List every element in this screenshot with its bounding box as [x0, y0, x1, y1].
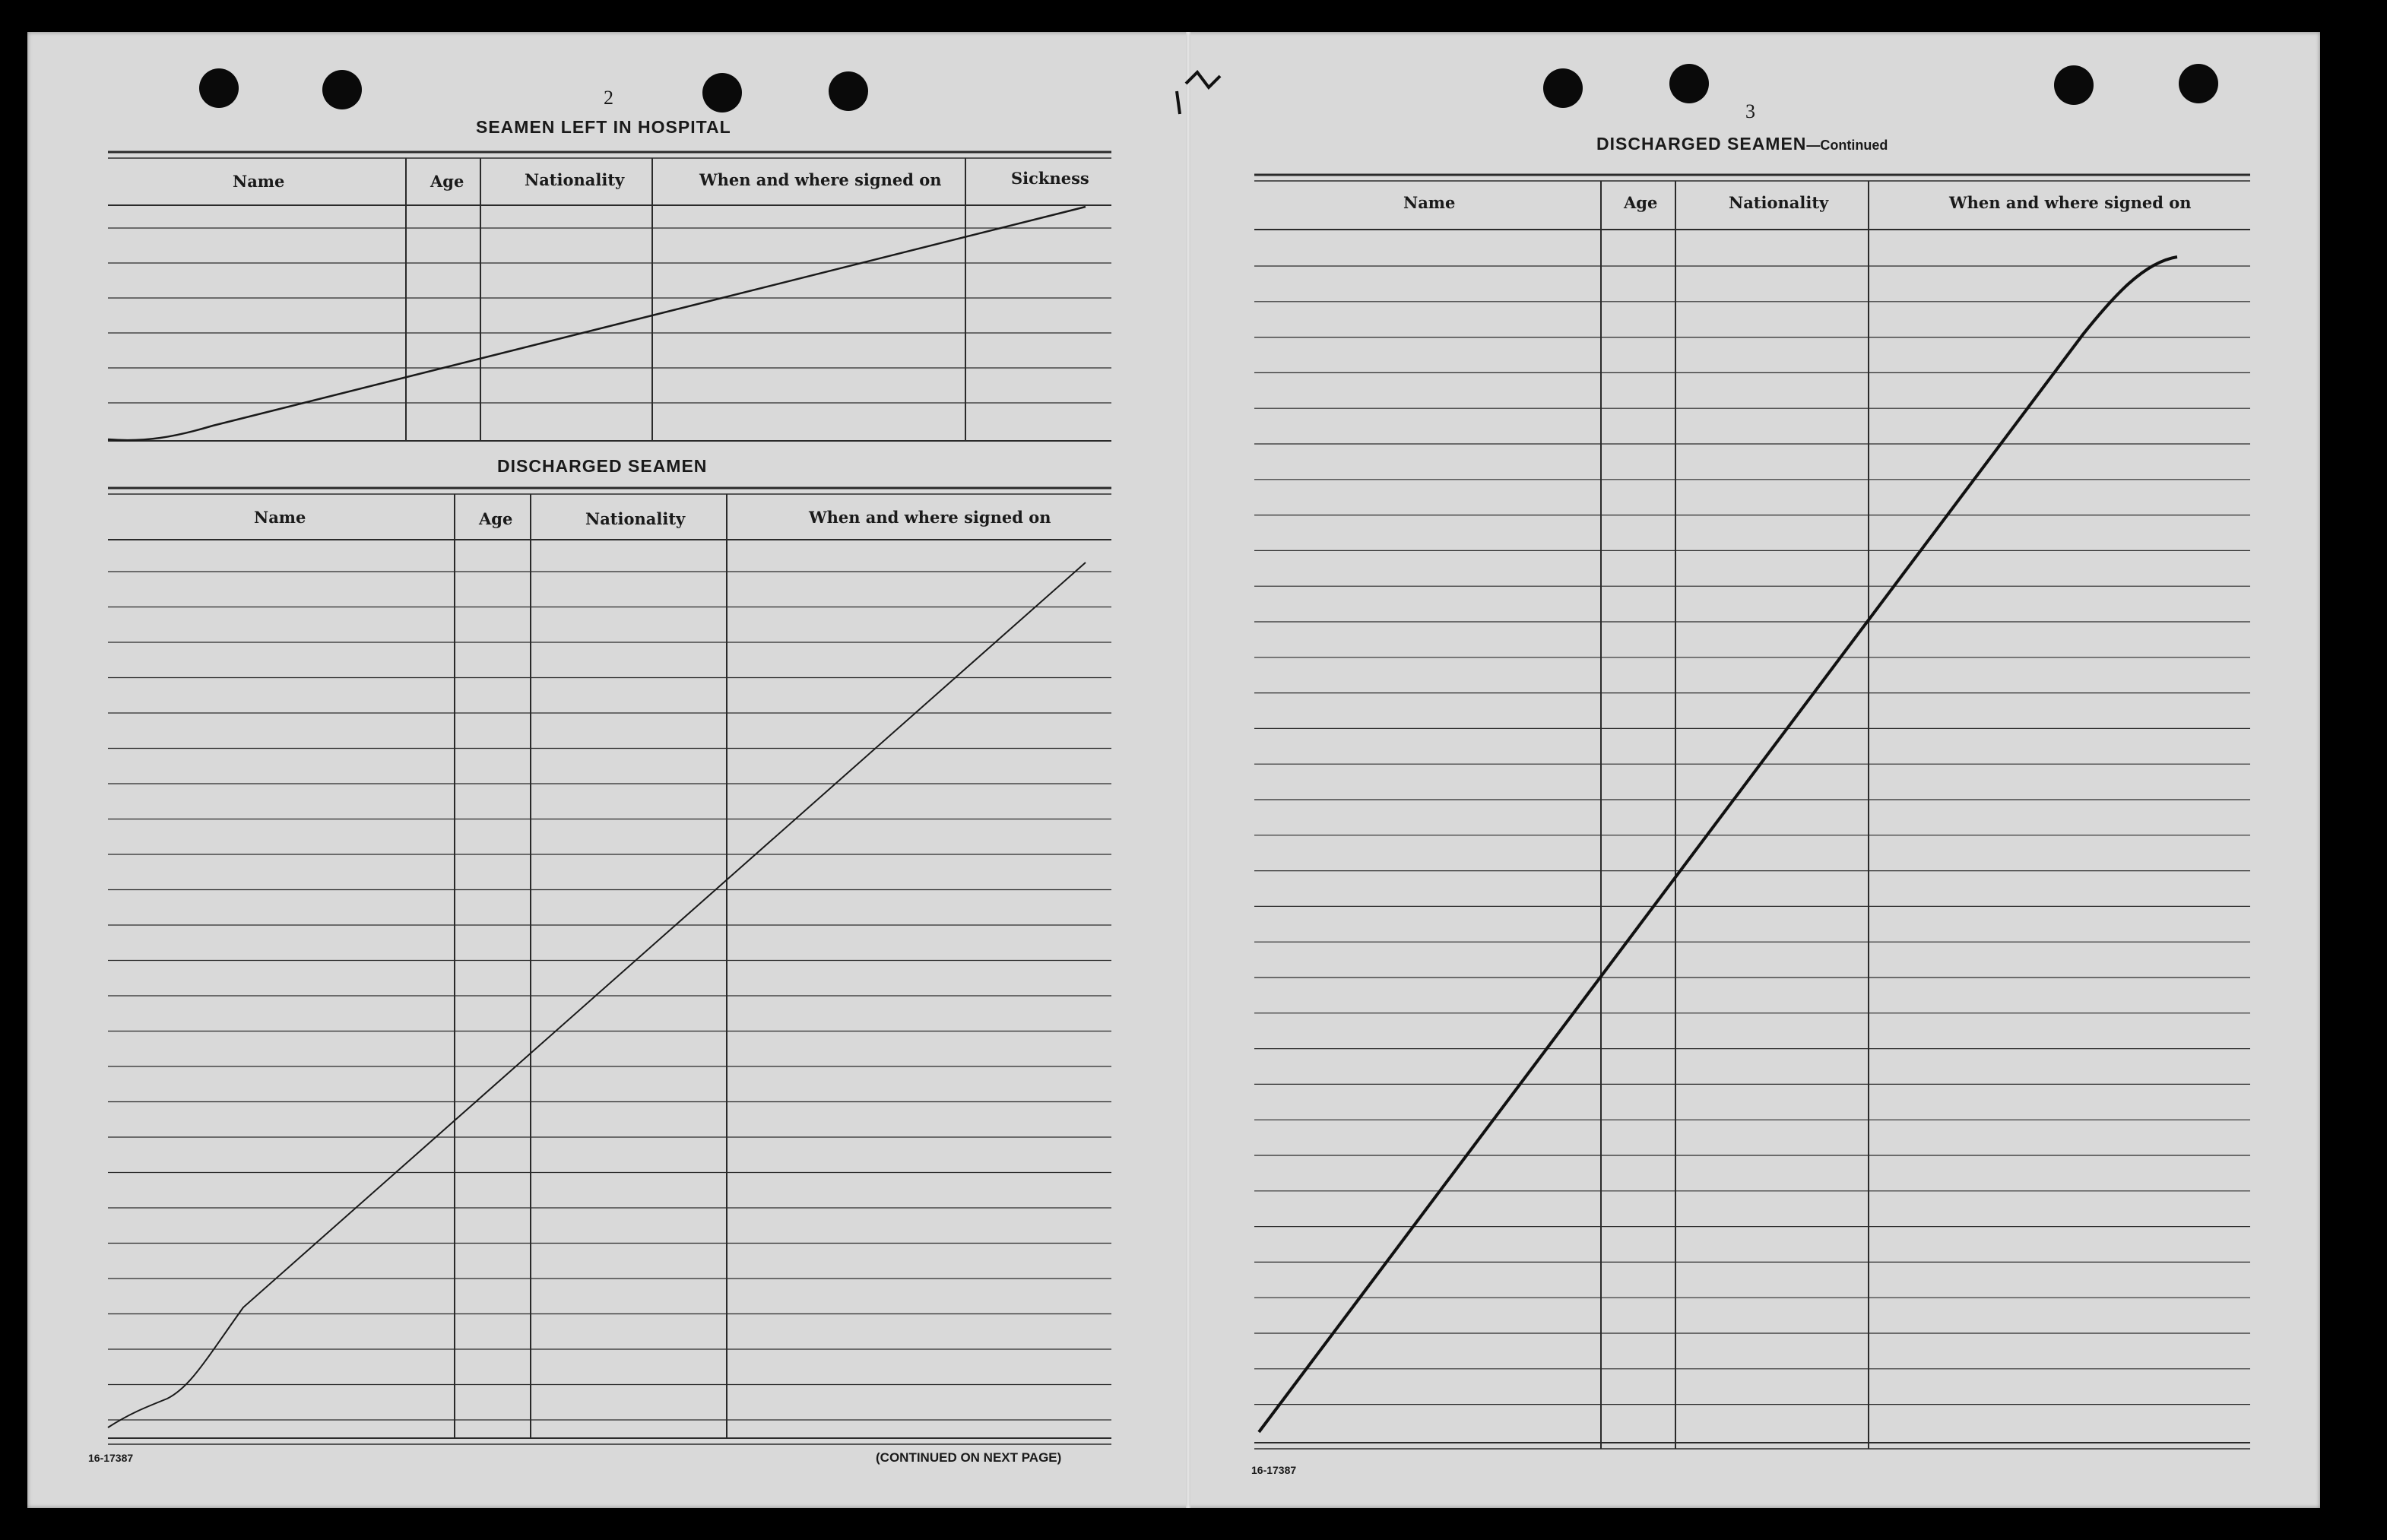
discharged-continued-title-suffix: —Continued — [1806, 138, 1888, 153]
hospital-col-signed-on: When and where signed on — [699, 170, 942, 189]
hospital-col-age: Age — [430, 172, 464, 191]
cancel-stroke-hospital — [108, 207, 1086, 440]
hospital-col-name: Name — [233, 172, 285, 191]
hospital-col-nationality: Nationality — [525, 170, 625, 189]
hospital-col-sickness: Sickness — [1011, 169, 1089, 188]
discharged-continued-title-main: DISCHARGED SEAMEN — [1596, 134, 1807, 154]
discharged-col-name: Name — [254, 508, 306, 527]
continued-col-age: Age — [1624, 193, 1658, 212]
continued-col-nationality: Nationality — [1729, 193, 1829, 212]
form-number-left: 16-17387 — [88, 1452, 134, 1464]
stray-mark — [1177, 72, 1220, 114]
cancel-stroke-discharged-left — [108, 562, 1086, 1428]
discharged-col-nationality: Nationality — [585, 509, 686, 528]
discharged-continued-title — [1596, 134, 1888, 154]
cancel-stroke-discharged-right — [1259, 257, 2177, 1432]
discharged-col-age: Age — [479, 509, 513, 528]
page-number-left: 2 — [604, 87, 613, 109]
hospital-section-title: SEAMEN LEFT IN HOSPITAL — [476, 117, 731, 137]
continued-col-signed-on: When and where signed on — [1949, 193, 2192, 212]
page-number-right: 3 — [1745, 100, 1755, 122]
continued-col-name: Name — [1403, 193, 1456, 212]
continued-note: (CONTINUED ON NEXT PAGE) — [876, 1450, 1062, 1465]
form-number-right: 16-17387 — [1251, 1464, 1297, 1476]
discharged-col-signed-on: When and where signed on — [809, 508, 1051, 527]
discharged-section-title: DISCHARGED SEAMEN — [497, 456, 708, 476]
